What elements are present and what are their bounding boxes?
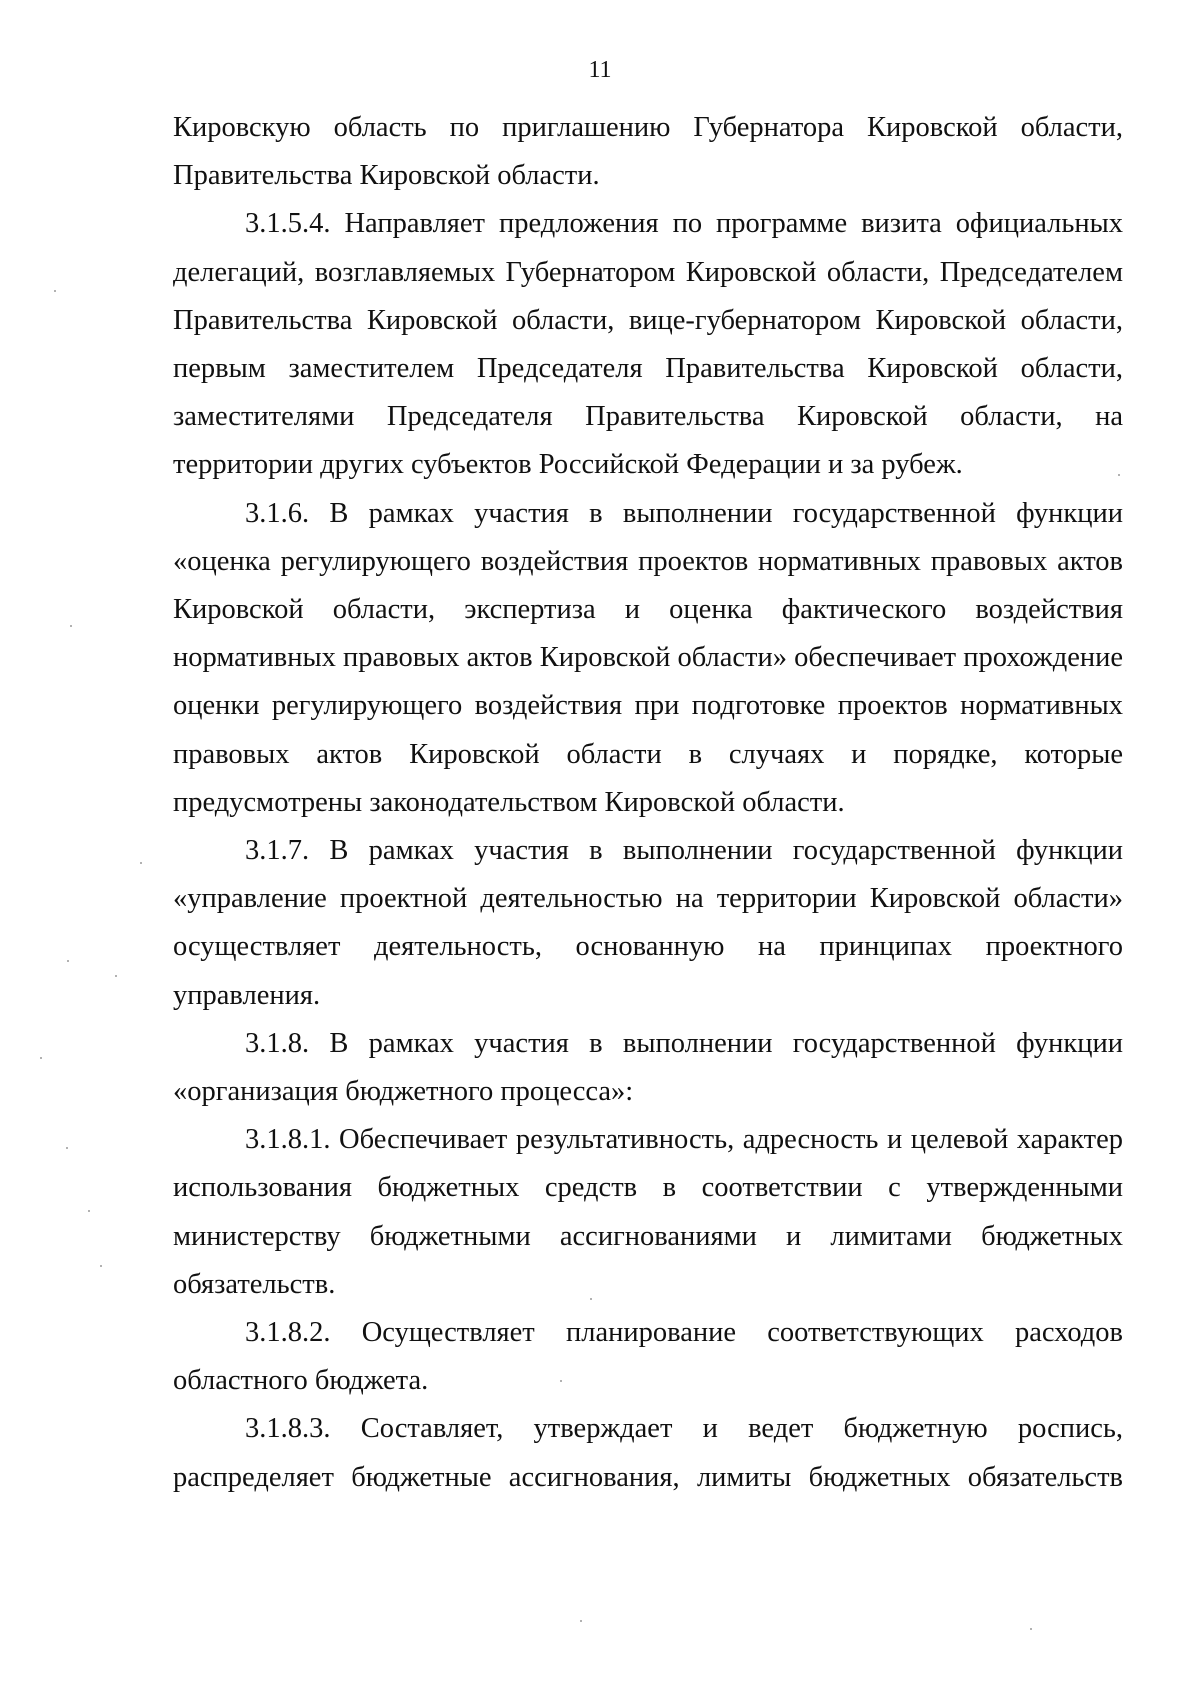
scan-speck: [70, 625, 72, 627]
paragraph-3-1-7: 3.1.7. В рамках участия в выполнении государственной функции «управление проектной деятельностью на территории Кировской области» осуществляет деятельность, основанную на принципах проектного управления.: [173, 835, 1123, 1011]
scan-speck: [54, 290, 56, 292]
paragraph-3-1-8-1: 3.1.8.1. Обеспечивает результативность, адресность и целевой характер использования бюджетных средств в соответствии с утвержденными министерству бюджетными ассигнованиями и лимитами бюджетных обязательств.: [173, 1124, 1123, 1300]
scan-speck: [580, 1620, 582, 1622]
scan-speck: [88, 1210, 90, 1212]
scan-speck: [67, 960, 69, 962]
document-body: [173, 104, 1123, 1502]
paragraph-3-1-8-3: 3.1.8.3. Составляет, утверждает и ведет бюджетную роспись, распределяет бюджетные ассигнования, лимиты бюджетных обязательств: [173, 1413, 1123, 1493]
paragraph-continuation: Кировскую область по приглашению Губернатора Кировской области, Правительства Кировской области.: [173, 112, 1123, 192]
paragraph-3-1-5-4: 3.1.5.4. Направляет предложения по программе визита официальных делегаций, возглавляемых Губернатором Кировской области, Председателем Правительства Кировской области, вице-губернатором Кировской области, первым заместителем Председателя Правительства Кировской области, заместителями Председателя Правительства Кировской области, на территории других субъектов Российской Федерации и за рубеж.: [173, 208, 1123, 481]
scan-speck: [590, 1298, 592, 1300]
scan-speck: [100, 1265, 102, 1267]
scan-speck: [115, 975, 117, 977]
page-number: 11: [588, 57, 612, 83]
scan-speck: [140, 862, 142, 864]
scan-speck: [1030, 1628, 1032, 1630]
scan-speck: [66, 1147, 68, 1149]
scan-speck: [1118, 474, 1120, 476]
scan-speck: [560, 1380, 562, 1382]
scan-speck: [40, 1057, 42, 1059]
paragraph-3-1-8-2: 3.1.8.2. Осуществляет планирование соответствующих расходов областного бюджета.: [173, 1317, 1123, 1397]
paragraph-3-1-8: 3.1.8. В рамках участия в выполнении государственной функции «организация бюджетного процесса»:: [173, 1027, 1123, 1108]
paragraph-3-1-6: 3.1.6. В рамках участия в выполнении государственной функции «оценка регулирующего воздействия проектов нормативных правовых актов Кировской области, экспертиза и оценка фактического воздействия нормативных правовых актов Кировской области» обеспечивает прохождение оценки регулирующего воздействия при подготовке проектов нормативных правовых актов Кировской области в случаях и порядке, которые предусмотрены законодательством Кировской области.: [173, 497, 1123, 818]
